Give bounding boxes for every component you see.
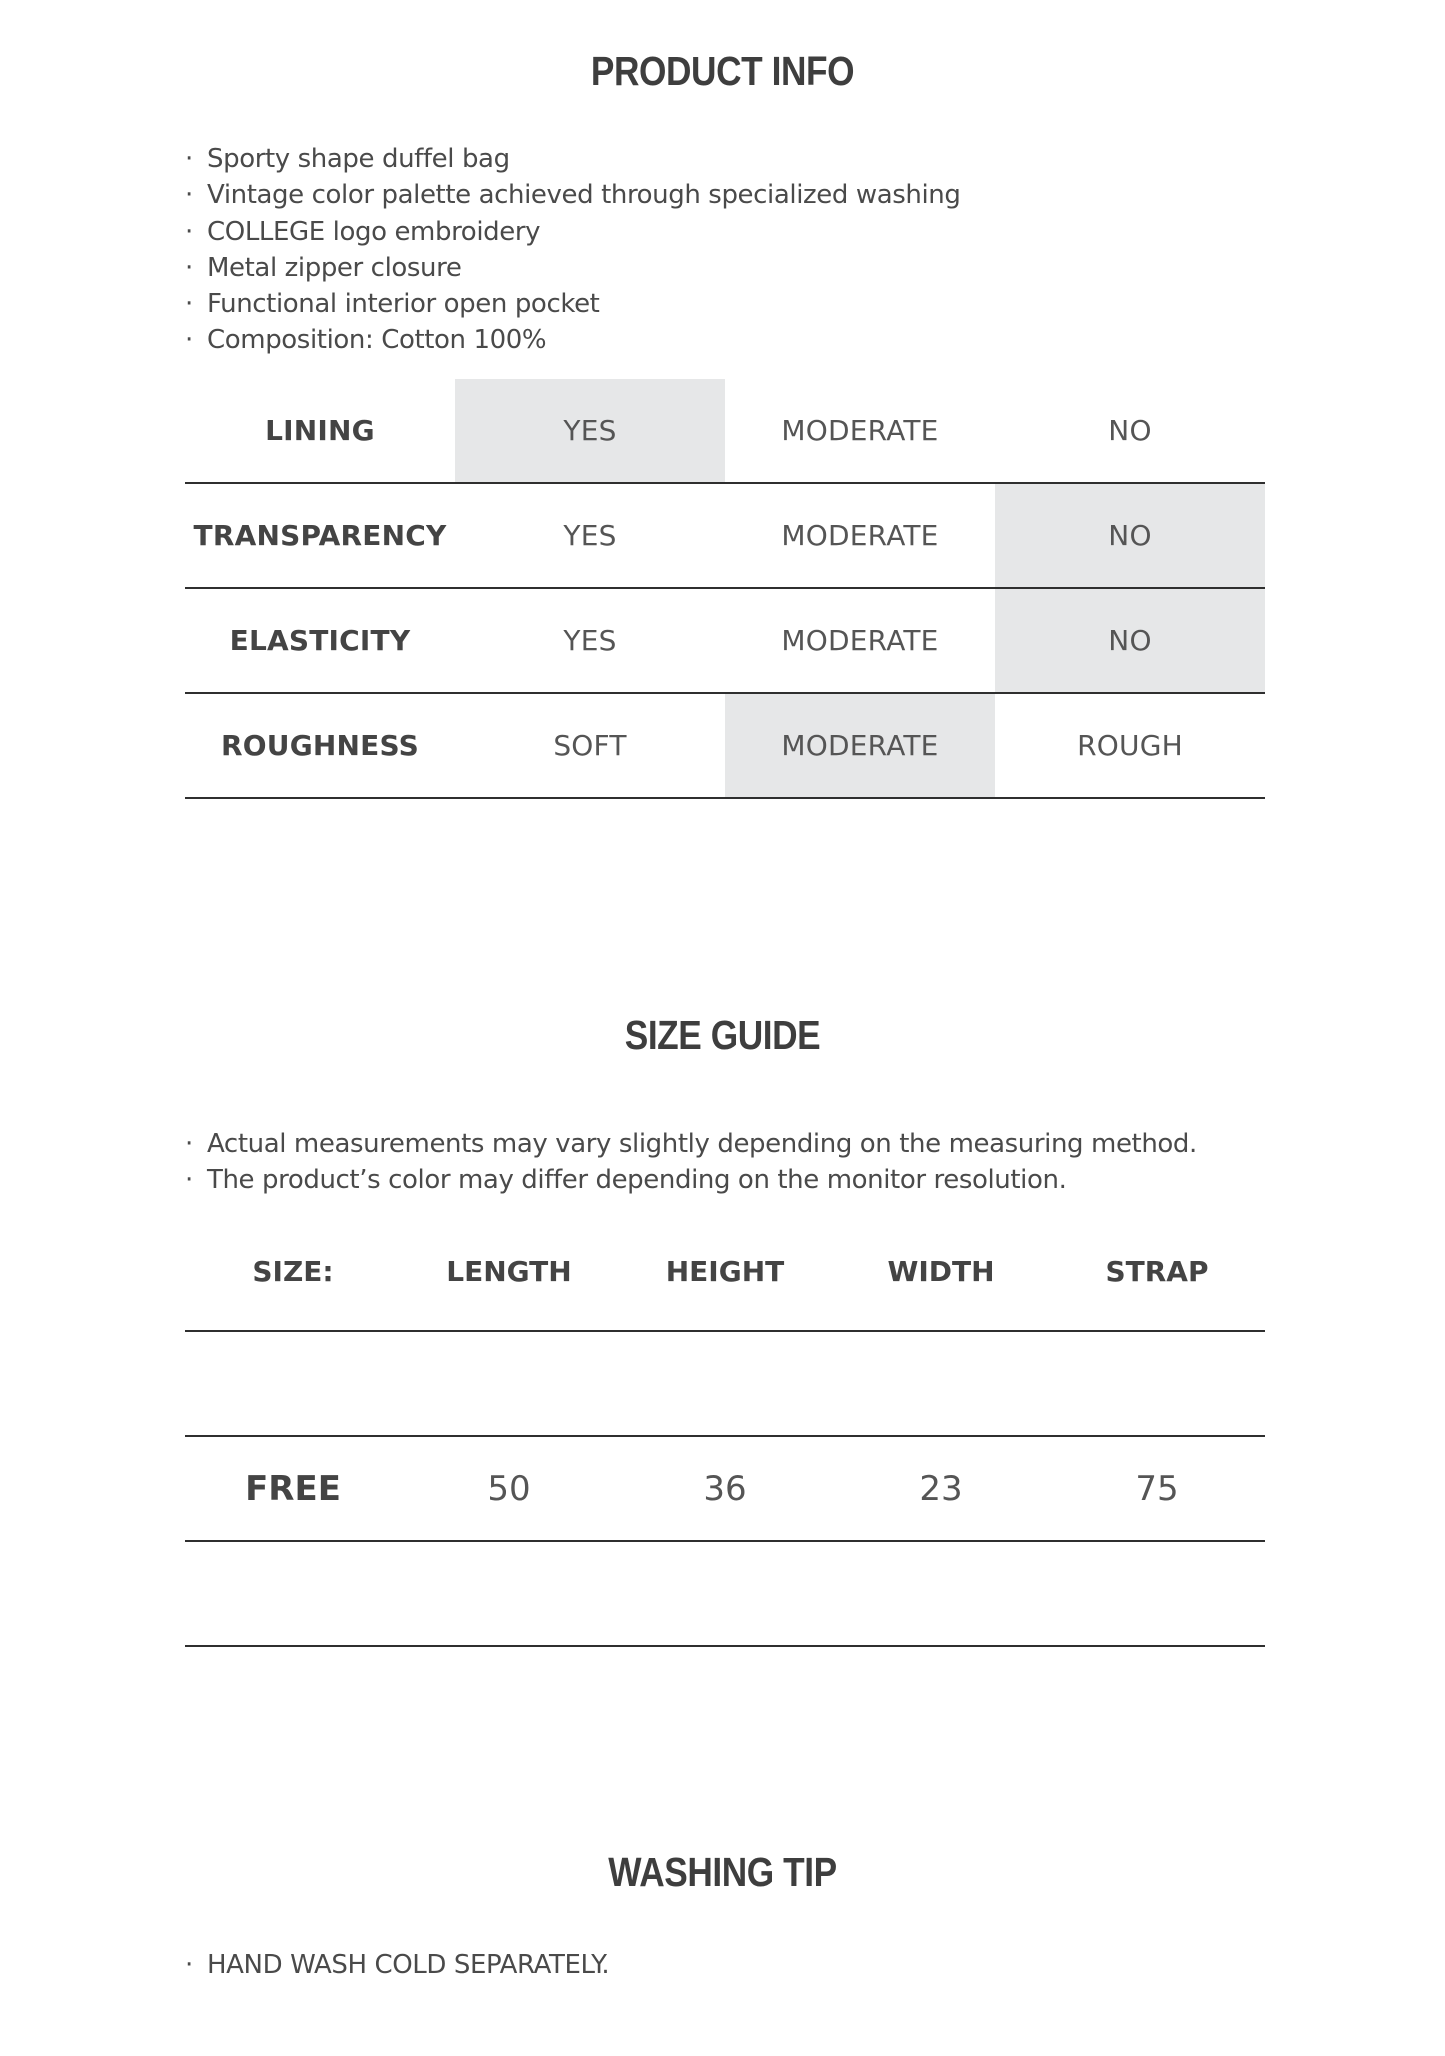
table-row — [185, 694, 1265, 799]
fabric-option: ROUGH — [1077, 729, 1183, 762]
list-item: · Composition: Cotton 100% — [185, 325, 547, 356]
fabric-option: SOFT — [553, 729, 627, 762]
table-row — [185, 379, 1265, 484]
size-column-header: SIZE: — [252, 1254, 334, 1288]
washing-tip-notes — [185, 1947, 609, 1983]
size-guide-title: SIZE GUIDE — [624, 1012, 821, 1058]
product-info-list — [185, 141, 961, 359]
list-item: · The product’s color may differ depending on the monitor resolution. — [185, 1165, 1067, 1196]
fabric-option: YES — [563, 624, 617, 657]
list-item: · Vintage color palette achieved through specialized washing — [185, 180, 961, 211]
fabric-row-label: ROUGHNESS — [221, 729, 419, 762]
fabric-option: MODERATE — [781, 624, 939, 657]
list-item: · Actual measurements may vary slightly depending on the measuring method. — [185, 1129, 1197, 1159]
height-column-header: HEIGHT — [665, 1254, 785, 1288]
length-column-header: LENGTH — [446, 1254, 572, 1288]
width-value: 23 — [919, 1468, 963, 1509]
list-item: · Metal zipper closure — [185, 252, 462, 283]
size-label: FREE — [245, 1468, 341, 1509]
fabric-option: MODERATE — [725, 694, 995, 797]
height-value: 36 — [703, 1468, 747, 1509]
fabric-option: YES — [455, 379, 725, 482]
table-row — [185, 589, 1265, 694]
table-row-empty — [185, 1332, 1265, 1437]
fabric-option: YES — [563, 519, 617, 552]
strap-value: 75 — [1135, 1468, 1179, 1509]
table-row — [185, 484, 1265, 589]
size-guide-notes — [185, 1126, 1197, 1199]
list-item: · HAND WASH COLD SEPARATELY. — [185, 1950, 610, 1980]
table-row — [185, 1437, 1265, 1542]
fabric-option: NO — [995, 484, 1265, 587]
list-item: · Functional interior open pocket — [185, 289, 600, 320]
fabric-option: MODERATE — [781, 414, 939, 447]
fabric-row-label: TRANSPARENCY — [193, 519, 447, 552]
fabric-option: NO — [1108, 414, 1152, 447]
fabric-properties-table — [185, 379, 1265, 799]
strap-column-header: STRAP — [1105, 1254, 1209, 1288]
size-table-header — [185, 1232, 1265, 1332]
list-item: · COLLEGE logo embroidery — [185, 216, 541, 247]
list-item: · Sporty shape duffel bag — [185, 144, 510, 174]
fabric-row-label: LINING — [265, 414, 375, 447]
fabric-row-label: ELASTICITY — [229, 624, 411, 657]
length-value: 50 — [487, 1468, 531, 1509]
washing-tip-title: WASHING TIP — [608, 1849, 837, 1895]
width-column-header: WIDTH — [887, 1254, 995, 1288]
product-info-title: PRODUCT INFO — [590, 48, 855, 94]
fabric-option: MODERATE — [781, 519, 939, 552]
table-row-empty — [185, 1542, 1265, 1647]
fabric-option: NO — [995, 589, 1265, 692]
